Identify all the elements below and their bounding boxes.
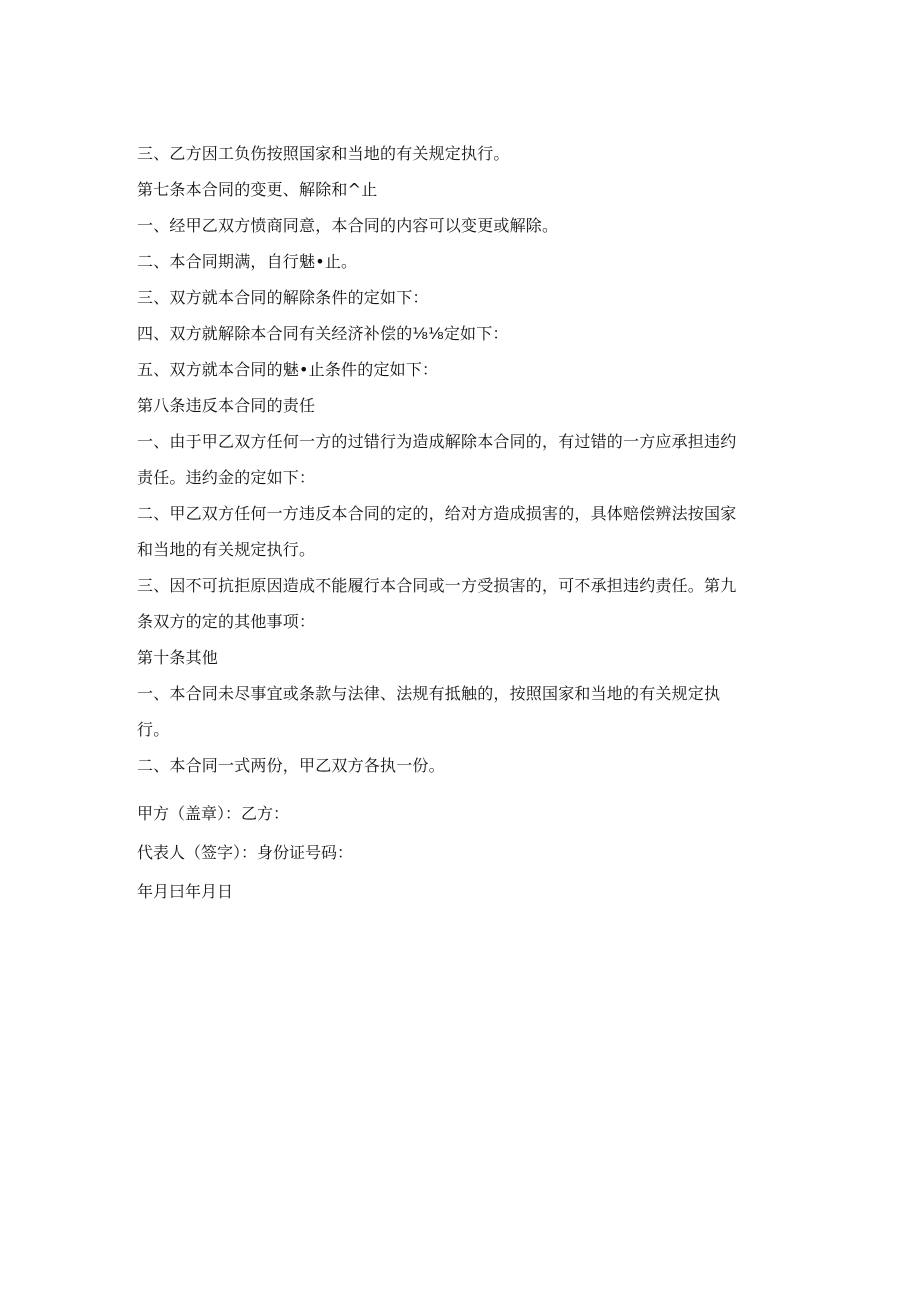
clause-line: 行。 [137,720,170,739]
clause-line: 四、双方就解除本合同有关经济补偿的⅛⅛定如下： [137,324,509,343]
clause-line: 二、本合同一式两份，甲乙双方各执一份。 [137,756,445,775]
article-heading: 第八条违反本合同的责任 [137,396,316,415]
clause-line: 三、因不可抗拒原因造成不能履行本合同或一方受损害的，可不承担违约责任。第九 [137,576,737,595]
clause-line: 三、双方就本合同的解除条件的定如下： [137,288,429,307]
date-line: 年月曰年月日 [137,882,234,901]
clause-line: 五、双方就本合同的魅•止条件的定如下： [137,360,439,379]
contract-body [137,136,777,911]
clause-line: 三、乙方因工负伤按照国家和当地的有关规定执行。 [137,144,510,163]
clause-line: 和当地的有关规定执行。 [137,540,316,559]
clause-line: 一、经甲乙双方愤商同意，本合同的内容可以变更或解除。 [137,216,559,235]
representative-line: 代表人（签字）：身份证号码： [137,843,354,862]
article-heading: 第十条其他 [137,648,219,667]
clause-line: 责任。违约金的定如下： [137,468,316,487]
article-heading: 第七条本合同的变更、解除和^止 [137,180,378,199]
clause-line: 一、由于甲乙双方任何一方的过错行为造成解除本合同的，有过错的一方应承担违约 [137,432,737,451]
party-seal-line: 甲方（盖章）：乙方： [137,804,290,823]
clause-line: 二、本合同期满，自行魅•止。 [137,252,358,271]
clause-line: 条双方的定的其他事项： [137,612,316,631]
signature-block [137,794,777,911]
clause-line: 二、甲乙双方任何一方违反本合同的定的，给对方造成损害的，具体赔偿辨法按国家 [137,504,737,523]
clause-line: 一、本合同未尽事宜或条款与法律、法规有抵触的，按照国家和当地的有关规定执 [137,684,721,703]
